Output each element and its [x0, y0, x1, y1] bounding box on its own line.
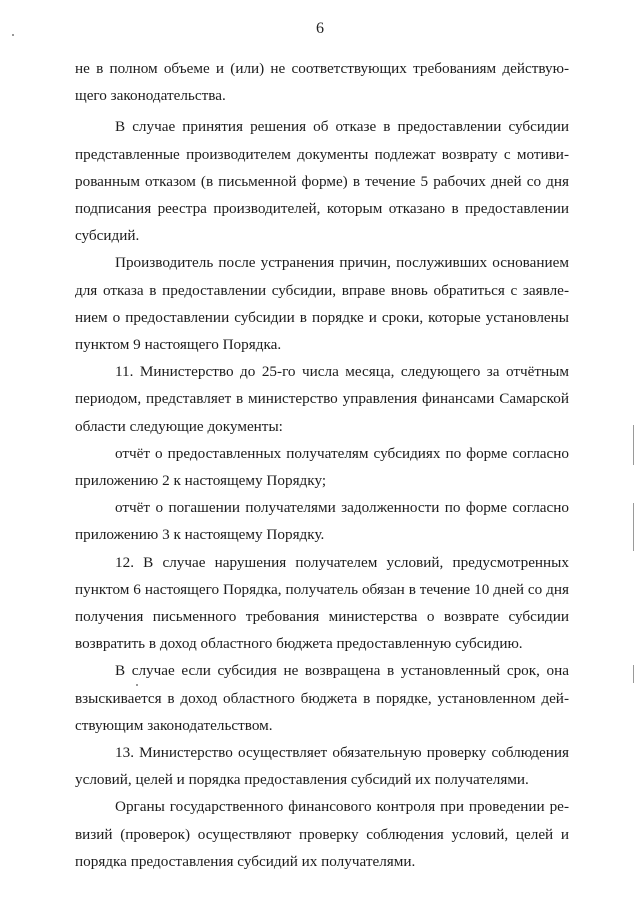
scan-edge-mark: [633, 425, 634, 465]
paragraph-reapply: Производитель после устранения причин, послуживших основанием для отказа в предоставлении субсидии, вправе вновь обратиться с заявлением о предоставлении субсидии в порядке и сроки, которые установлены пунктом 9 настоящего Порядка.: [75, 254, 569, 354]
paragraph-item-12: 12. В случае нарушения получателем условий, предусмотренных пунктом 6 настоящего Порядка, получатель обязан в течение 10 дней со дня получения письменного требования министерства о возврате субсидии возвратить в доход областного бюджета предоставленную субсидию.: [75, 553, 569, 653]
paragraph-report-debt: отчёт о погашении получателями задолженности по форме согласно приложению 3 к настоящему Порядку.: [75, 499, 569, 544]
paragraph-refusal-return: В случае принятия решения об отказе в предоставлении субсидии представленные производителем документы подлежат возврату с мотивированным отказом (в письменной форме) в течение 5 рабочих дней со дня подписания реестра производителей, которым отказано в предоставлении субсидий.: [75, 118, 569, 245]
paragraph-item-11: 11. Министерство до 25-го числа месяца, следующего за отчётным периодом, представляет в министерство управления финансами Самарской области следующие документы:: [75, 363, 569, 435]
paragraph-financial-control: Органы государственного финансового контроля при проведении ревизий (проверок) осуществляют проверку соблюдения условий, целей и порядка предоставления субсидий их получателями.: [75, 798, 569, 870]
paragraph-report-subsidies: отчёт о предоставленных получателям субсидиях по форме согласно приложению 2 к настоящему Порядку;: [75, 444, 569, 490]
scan-speck: [12, 34, 14, 36]
paragraph-continuation: не в полном объеме и (или) не соответствующих требованиям действующего законодательства.: [75, 60, 569, 105]
paragraph-item-13: 13. Министерство осуществляет обязательную проверку соблюдения условий, целей и порядка предоставления субсидий их получателями.: [75, 744, 569, 789]
scan-speck: [136, 684, 138, 686]
document-body: [75, 55, 569, 875]
page-number: 6: [316, 20, 324, 37]
scan-edge-mark: [633, 665, 634, 683]
scan-edge-mark: [633, 503, 634, 551]
paragraph-recovery: В случае если субсидия не возвращена в установленный срок, она взыскивается в доход областного бюджета в порядке, установленном действующим законодательством.: [75, 662, 569, 734]
